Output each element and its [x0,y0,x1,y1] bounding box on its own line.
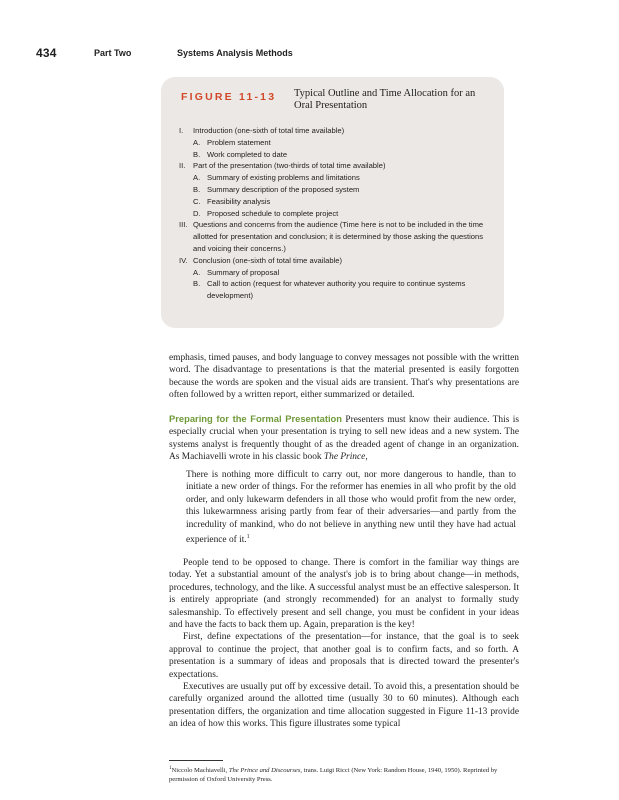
figure-outline [179,125,494,302]
footnote-book-title: The Prince and Discourses [228,767,301,775]
page-header [36,46,579,64]
section-label: Systems Analysis Methods [177,48,293,58]
outline-item: B. Summary description of the proposed system [193,184,360,194]
footnote-ref: 1 [246,534,250,541]
block-quote [186,469,516,547]
outline-item: A. Summary of proposal [193,267,280,277]
footnote-marker: 1 [169,766,172,771]
paragraph: emphasis, timed pauses, and body language to convey messages not possible with the written word. The disadvantage to presentations is that the material presented is easily forgotten because the words are spoken and the visual aids are transient. That's why presentations are often followed by a written report, either summarized or detailed. [169,353,519,401]
outline-item: III. Questions and concerns from the audience (Time here is not to be included in the time allotted for presentation and conclusion; it is determined by those asking the questions and voicing their concerns.) [179,220,484,253]
outline-item: D. Proposed schedule to complete project [193,208,339,218]
paragraph [169,413,519,464]
page-number: 434 [36,46,57,60]
book-title: The Prince, [323,452,368,463]
outline-item: I. Introduction (one-sixth of total time available) [179,126,345,135]
figure-box [161,77,504,328]
paragraph-group [169,557,519,731]
paragraph: First, define expectations of the presentation—for instance, that the goal is to seek approval to continue the project, that another goal is to confirm facts, and so forth. A presentation is a summary of ideas and proposals that is directed toward the presenter's expectations. [169,632,519,680]
run-in-heading: Preparing for the Formal Presentation [169,413,343,424]
outline-item: B. Call to action (request for whatever authority you require to continue systems development) [193,279,466,301]
paragraph-text: Presenters must know their audience. This is especially crucial when your presentation is trying to sell new ideas and a new system. The systems analyst is frequently thought of as the dreaded agent of change in an organization. As Machiavelli wrote in his classic book [169,415,519,463]
figure-title: Typical Outline and Time Allocation for an Oral Presentation [294,88,476,111]
footnote-rule [169,760,223,761]
footnote-citation: , trans. Luigi Ricci (New York: Random House, 1940, 1950). Reprinted by permission of Oxford University Press. [169,767,498,784]
footnote [169,764,519,784]
outline-item: IV. Conclusion (one-sixth of total time available) [179,255,342,265]
paragraph: Executives are usually put off by excessive detail. To avoid this, a presentation should be carefully organized around the allotted time (usually 30 to 60 minutes). Although each presentation differs, the organization and time allocation suggested in Figure 11-13 provide an idea of how this works. This figure illustrates some typical [169,682,519,730]
figure-label: FIGURE 11-13 [181,91,277,103]
outline-item: II. Part of the presentation (two-thirds of total time available) [179,161,386,171]
outline-item: B. Work completed to date [193,149,288,159]
paragraph: People tend to be opposed to change. There is comfort in the familiar way things are today. Yet a substantial amount of the analyst's job is to bring about change—in methods, procedures, technology, and the like. A successful analyst must be an effective salesperson. It is entirely appropriate (and strongly recommended) for an analyst to formally study salesmanship. To effectively present and sell change, you must be confident in your ideas and have the facts to back them up. Again, preparation is the key! [169,558,519,631]
outline-item: C. Feasibility analysis [193,196,271,206]
outline-item: A. Summary of existing problems and limitations [193,173,360,183]
footnote-author: Niccolo Machiavelli, [171,767,229,775]
quote-text: There is nothing more difficult to carry out, nor more dangerous to handle, than to initiate a new order of things. For the reformer has enemies in all who profit by the old order, and only lukewarm defenders in all those who would profit from the new order, this lukewarmness arising partly from fear of their adversaries—and partly from the incredulity of mankind, who do not believe in anything new until they have had actual experience of it. [186,470,516,546]
part-label: Part Two [94,48,132,58]
outline-item: A. Problem statement [193,137,271,147]
